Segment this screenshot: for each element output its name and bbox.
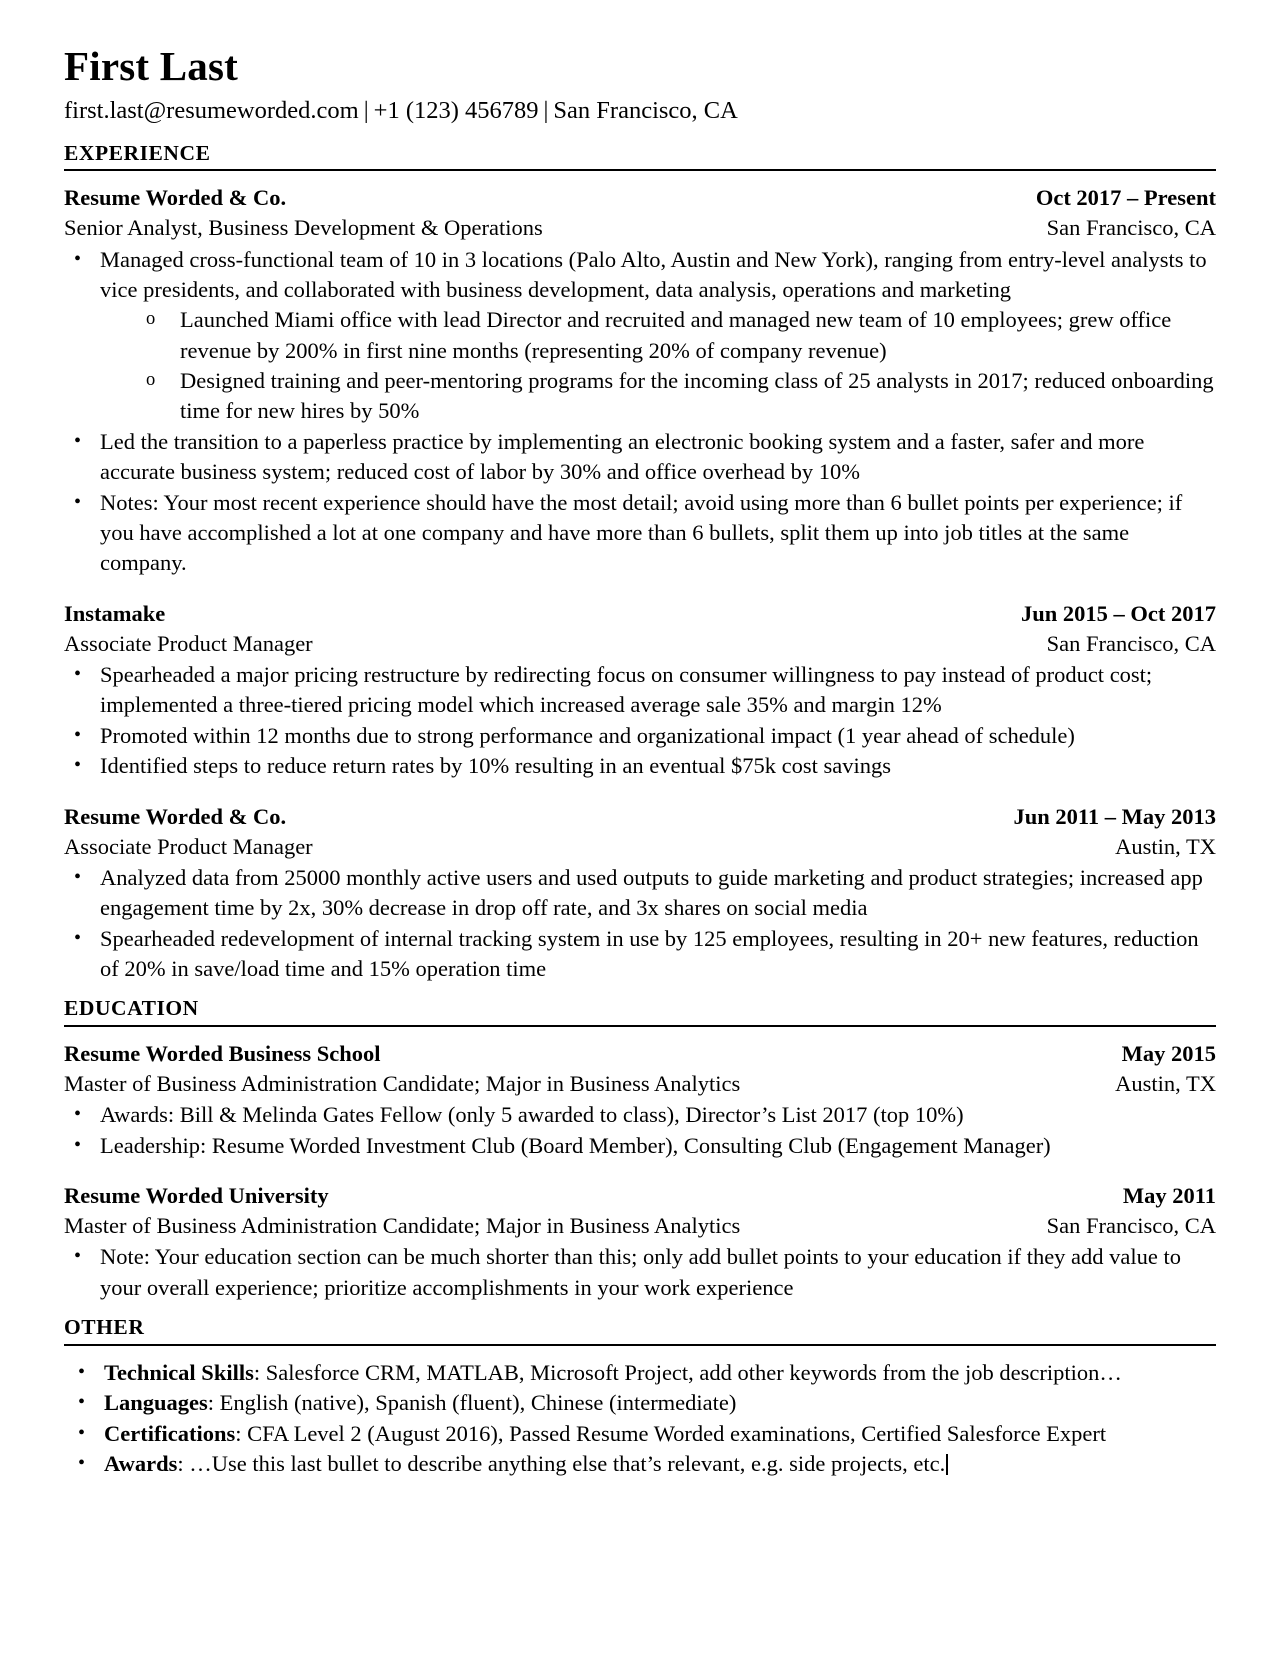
entry-dates: Oct 2017 – Present (1035, 185, 1216, 211)
entry-organization: Resume Worded & Co. (64, 803, 287, 829)
bullet-text: Note: Your education section can be much shorter than this; only add bullet points to your education if they add value to your overall experience; prioritize accomplishments in your work experience (100, 1244, 1182, 1300)
bullet-text: Notes: Your most recent experience should have the most detail; avoid using more than 6 bullet points per experience; if you have accomplished a lot at one company and have more than 6 bullets, split them up into job titles at the same company. (100, 489, 1183, 576)
entry-location: San Francisco, CA (1046, 630, 1216, 656)
other-item-list (64, 1358, 1216, 1480)
entry-header-row (64, 1039, 1216, 1069)
bullet-text: Identified steps to reduce return rates by 10% resulting in an eventual $75k cost savings (100, 753, 892, 779)
resume-entry (64, 802, 1216, 985)
bullet-item (64, 751, 1216, 781)
entry-header-row (64, 599, 1216, 629)
other-item (64, 1419, 1216, 1449)
other-item-label: Certifications (104, 1420, 236, 1446)
entry-role: Senior Analyst, Business Development & Operations (64, 215, 543, 241)
entry-location: Austin, TX (1115, 1071, 1216, 1097)
entry-bullet-list (64, 245, 1216, 579)
entry-dates: May 2011 (1122, 1183, 1216, 1209)
bullet-item (64, 488, 1216, 579)
contact-email: first.last@resumeworded.com (64, 96, 359, 124)
entry-subheader-row (64, 1211, 1216, 1241)
other-item-label: Awards (104, 1451, 178, 1477)
sub-bullet-item (100, 305, 1216, 366)
entry-organization: Instamake (64, 600, 166, 626)
entry-organization: Resume Worded Business School (64, 1041, 381, 1067)
other-item-label: Technical Skills (104, 1359, 254, 1385)
entry-subheader-row (64, 629, 1216, 659)
bullet-text: Promoted within 12 months due to strong performance and organizational impact (1 year ahead of schedule) (100, 722, 1075, 748)
bullet-text: Spearheaded a major pricing restructure by redirecting focus on consumer willingness to pay instead of product cost; implemented a three-tiered pricing model which increased average sale 35% and margin 12% (100, 662, 1153, 718)
entry-location: San Francisco, CA (1046, 1213, 1216, 1239)
section-other (64, 1315, 1216, 1479)
entry-subheader-row (64, 213, 1216, 243)
entry-organization: Resume Worded & Co. (64, 185, 287, 211)
bullet-item (64, 427, 1216, 488)
entry-role: Master of Business Administration Candidate; Major in Business Analytics (64, 1213, 741, 1239)
section-heading-education: EDUCATION (64, 996, 199, 1021)
education-entry-list (64, 1039, 1216, 1303)
bullet-text: Awards: Bill & Melinda Gates Fellow (only 5 awarded to class), Director’s List 2017 (top 10%) (100, 1102, 964, 1128)
other-item (64, 1388, 1216, 1418)
section-divider (64, 169, 1216, 171)
bullet-text: Spearheaded redevelopment of internal tracking system in use by 125 employees, resulting in 20+ new features, reduction of 20% in save/load time and 15% operation time (100, 925, 1199, 981)
sub-bullet-item (100, 366, 1216, 427)
resume-header (64, 44, 1216, 127)
bullet-text: Led the transition to a paperless practice by implementing an electronic booking system and a faster, safer and more accurate business system; reduced cost of labor by 30% and office overhead by 10% (100, 428, 1145, 485)
page-title: First Last (64, 43, 238, 89)
entry-bullet-list (64, 1100, 1216, 1161)
entry-subheader-row (64, 1069, 1216, 1099)
entry-bullet-list (64, 863, 1216, 985)
bullet-item (64, 924, 1216, 985)
bullet-item (64, 1100, 1216, 1130)
bullet-text: Analyzed data from 25000 monthly active users and used outputs to guide marketing and product strategies; increased app engagement time by 2x, 30% decrease in drop off rate, and 3x shares on social media (100, 864, 1203, 921)
entry-header-row (64, 1181, 1216, 1211)
entry-dates: Jun 2015 – Oct 2017 (1020, 600, 1216, 626)
section-heading-experience: EXPERIENCE (64, 140, 211, 165)
contact-location: San Francisco, CA (553, 96, 738, 124)
entry-role: Associate Product Manager (64, 833, 313, 859)
entry-location: San Francisco, CA (1046, 215, 1216, 241)
section-heading-other: OTHER (64, 1315, 145, 1340)
other-item-text: : CFA Level 2 (August 2016), Passed Resume Worded examinations, Certified Salesforce Expert (235, 1420, 1107, 1446)
bullet-item (64, 1131, 1216, 1161)
resume-entry (64, 183, 1216, 578)
bullet-item (64, 863, 1216, 924)
resume-entry (64, 1181, 1216, 1303)
section-education (64, 996, 1216, 1303)
bullet-text: Managed cross-functional team of 10 in 3 locations (Palo Alto, Austin and New York), ranging from entry-level analysts to vice presidents, and collaborated with business development, data analysis, operations and marketing (100, 246, 1207, 302)
contact-phone: +1 (123) 456789 (373, 96, 539, 124)
resume-entry (64, 1039, 1216, 1161)
section-divider (64, 1344, 1216, 1346)
other-item-text: : Salesforce CRM, MATLAB, Microsoft Project, add other keywords from the job description… (253, 1359, 1122, 1385)
bullet-item (64, 721, 1216, 751)
contact-separator-2: | (543, 96, 549, 124)
sub-bullet-text: Designed training and peer-mentoring programs for the incoming class of 25 analysts in 2017; reduced onboarding time for new hires by 50% (180, 368, 1214, 424)
sub-bullet-text: Launched Miami office with lead Director and recruited and managed new team of 10 employees; grew office revenue by 200% in first nine months (representing 20% of company revenue) (180, 307, 1172, 363)
resume-entry (64, 599, 1216, 782)
entry-role: Master of Business Administration Candidate; Major in Business Analytics (64, 1071, 741, 1097)
other-item-text: : English (native), Spanish (fluent), Chinese (intermediate) (207, 1390, 737, 1416)
entry-bullet-list (64, 660, 1216, 782)
entry-dates: May 2015 (1121, 1041, 1216, 1067)
entry-dates: Jun 2011 – May 2013 (1013, 803, 1216, 829)
bullet-text: Leadership: Resume Worded Investment Club (Board Member), Consulting Club (Engagement Manager) (100, 1132, 1051, 1158)
entry-header-row (64, 802, 1216, 832)
contact-line (64, 96, 1216, 127)
experience-entry-list (64, 183, 1216, 984)
other-item (64, 1358, 1216, 1388)
other-item-label: Languages (104, 1390, 208, 1416)
entry-organization: Resume Worded University (64, 1183, 329, 1209)
section-experience (64, 141, 1216, 985)
other-item (64, 1449, 1216, 1479)
text-cursor-caret (946, 1454, 948, 1475)
section-divider (64, 1025, 1216, 1027)
bullet-item (64, 245, 1216, 427)
entry-location: Austin, TX (1115, 833, 1216, 859)
entry-role: Associate Product Manager (64, 630, 313, 656)
sub-bullet-list (100, 305, 1216, 427)
entry-subheader-row (64, 832, 1216, 862)
bullet-item (64, 1242, 1216, 1303)
contact-separator-1: | (363, 96, 369, 124)
bullet-item (64, 660, 1216, 721)
entry-bullet-list (64, 1242, 1216, 1303)
other-item-text: : …Use this last bullet to describe anything else that’s relevant, e.g. side projects, etc. (177, 1451, 946, 1477)
entry-header-row (64, 183, 1216, 213)
